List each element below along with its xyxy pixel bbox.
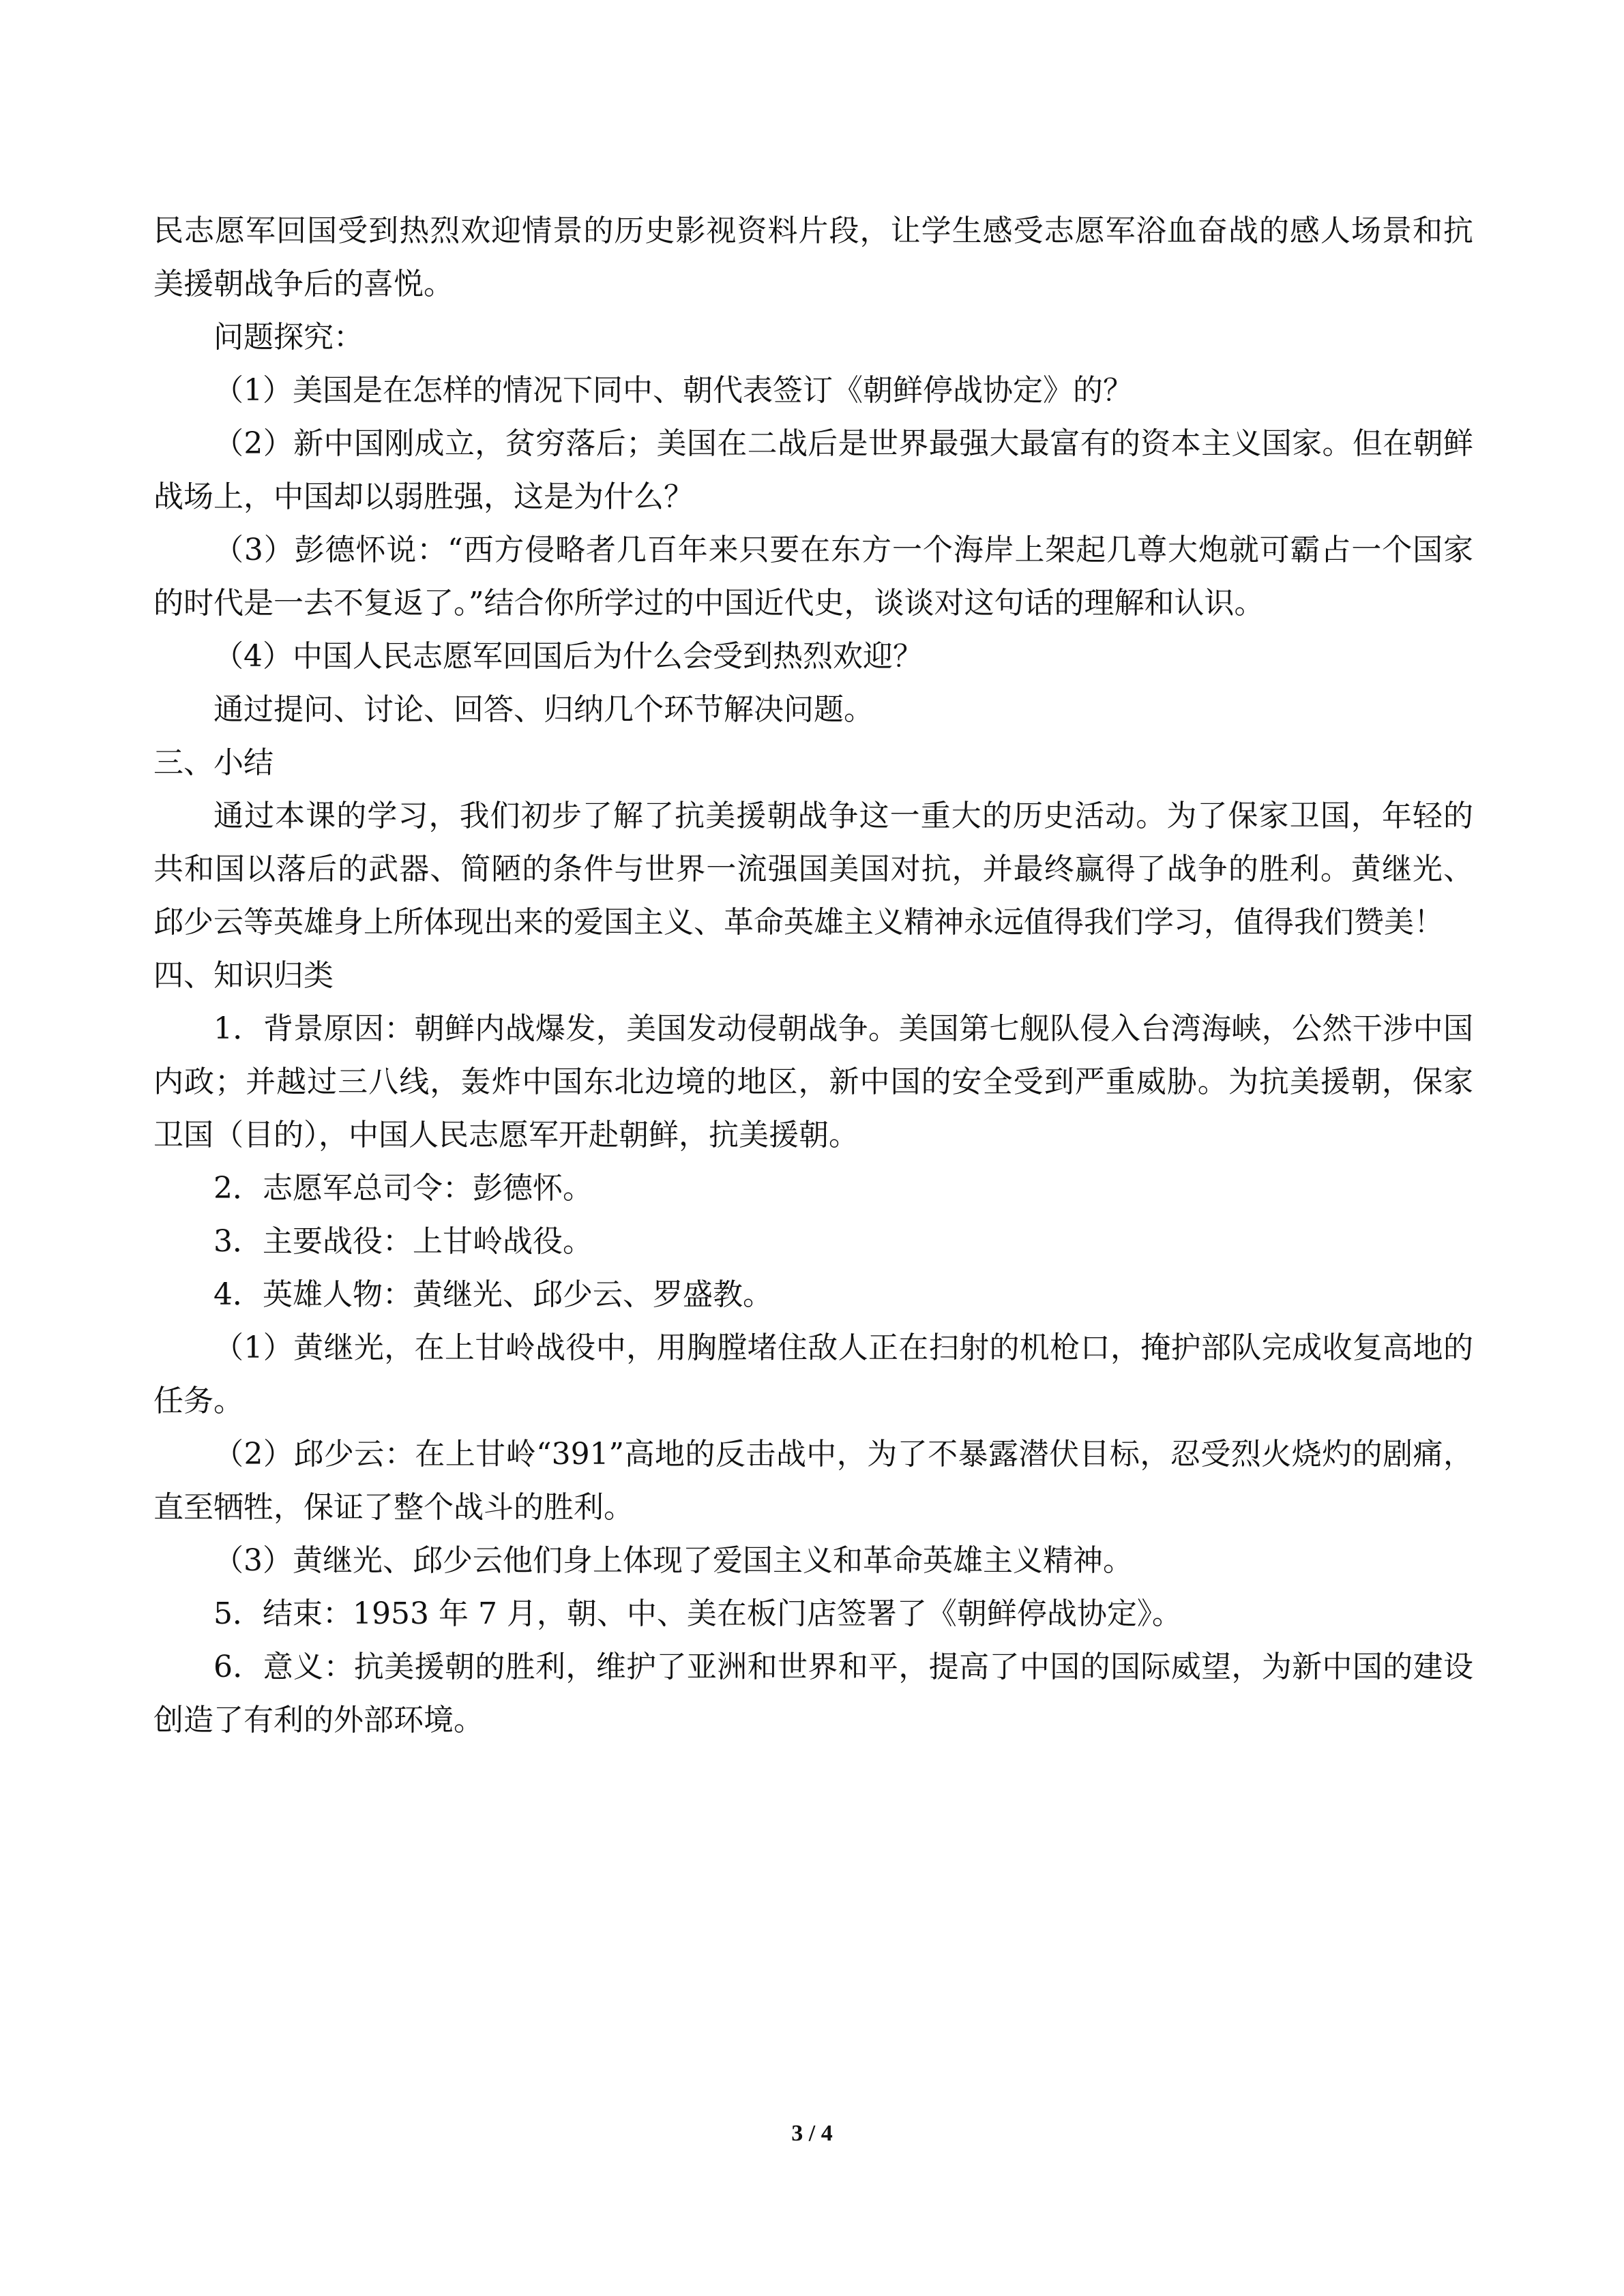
body-paragraph: （3）彭德怀说：“西方侵略者几百年来只要在东方一个海岸上架起几尊大炮就可霸占一个国家的时代是一去不复返了。”结合你所学过的中国近代史，谈谈对这句话的理解和认识。 xyxy=(153,533,1473,621)
body-paragraph: 1．背景原因：朝鲜内战爆发，美国发动侵朝战争。美国第七舰队侵入台湾海峡，公然干涉中国内政；并越过三八线，轰炸中国东北边境的地区，新中国的安全受到严重威胁。为抗美援朝，保家卫国（目的），中国人民志愿军开赴朝鲜，抗美援朝。 xyxy=(153,1011,1473,1152)
body-paragraph: 3．主要战役：上甘岭战役。 xyxy=(213,1224,593,1259)
page-number: 3 / 4 xyxy=(791,2121,833,2146)
section-paragraph: 四、知识归类 xyxy=(153,958,334,993)
body-paragraph: （4）中国人民志愿军回国后为什么会受到热烈欢迎？ xyxy=(213,639,923,674)
body-paragraph: 通过本课的学习，我们初步了解了抗美援朝战争这一重大的历史活动。为了保家卫国，年轻的共和国以落后的武器、简陋的条件与世界一流强国美国对抗，并最终赢得了战争的胜利。黄继光、邱少云等英雄身上所体现出来的爱国主义、革命英雄主义精神永远值得我们学习，值得我们赞美！ xyxy=(153,799,1473,940)
body-paragraph: （2）邱少云：在上甘岭“391”高地的反击战中，为了不暴露潜伏目标，忍受烈火烧灼的剧痛，直至牺牲，保证了整个战斗的胜利。 xyxy=(153,1437,1473,1525)
body-paragraph: 2．志愿军总司令：彭德怀。 xyxy=(213,1171,593,1206)
section-paragraph: 三、小结 xyxy=(153,745,274,780)
document-body xyxy=(153,205,1473,1747)
body-paragraph: 通过提问、讨论、回答、归纳几个环节解决问题。 xyxy=(213,692,874,727)
section-paragraph: 民志愿军回国受到热烈欢迎情景的历史影视资料片段，让学生感受志愿军浴血奋战的感人场景和抗美援朝战争后的喜悦。 xyxy=(153,213,1473,301)
body-paragraph: 4．英雄人物：黄继光、邱少云、罗盛教。 xyxy=(213,1277,773,1312)
body-paragraph: 问题探究： xyxy=(213,320,364,355)
body-paragraph: 6．意义：抗美援朝的胜利，维护了亚洲和世界和平，提高了中国的国际威望，为新中国的建设创造了有利的外部环境。 xyxy=(153,1650,1473,1738)
body-paragraph: （3）黄继光、邱少云他们身上体现了爱国主义和革命英雄主义精神。 xyxy=(213,1543,1133,1578)
body-paragraph: （1）美国是在怎样的情况下同中、朝代表签订《朝鲜停战协定》的？ xyxy=(213,373,1133,408)
body-paragraph: （2）新中国刚成立，贫穷落后；美国在二战后是世界最强大最富有的资本主义国家。但在朝鲜战场上，中国却以弱胜强，这是为什么？ xyxy=(153,426,1473,514)
body-paragraph: 5．结束：1953 年 7 月，朝、中、美在板门店签署了《朝鲜停战协定》。 xyxy=(213,1596,1182,1631)
body-paragraph: （1）黄继光，在上甘岭战役中，用胸膛堵住敌人正在扫射的机枪口，掩护部队完成收复高地的任务。 xyxy=(153,1330,1473,1418)
